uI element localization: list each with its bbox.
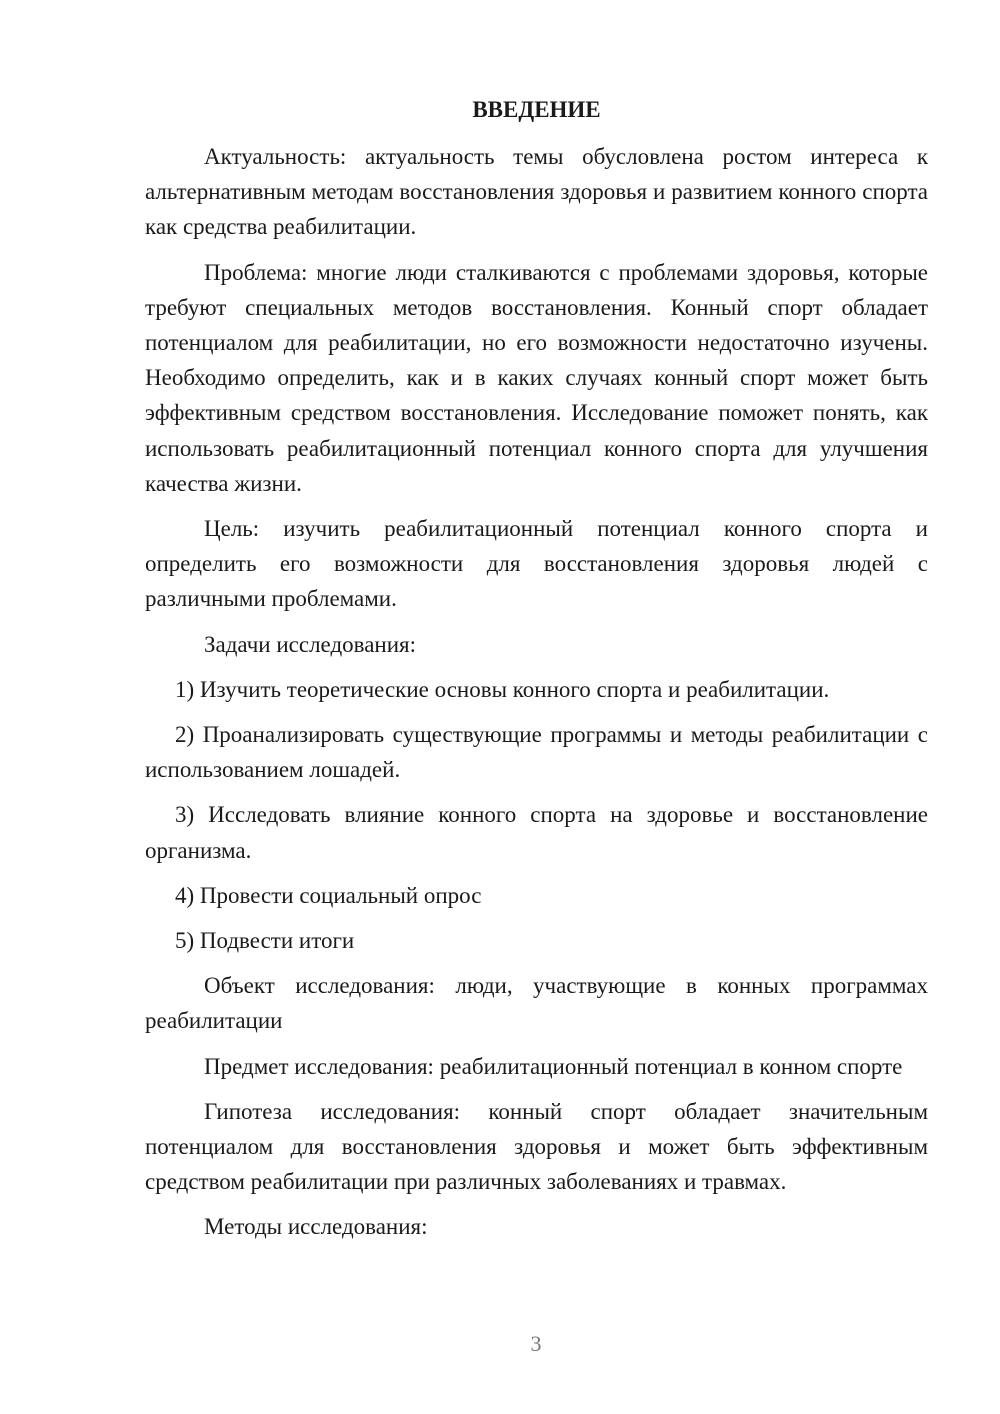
task-item-4: 4) Провести социальный опрос: [175, 882, 482, 908]
subject-paragraph: Предмет исследования: реабилитационный потенциал в конном спорте: [204, 1053, 903, 1079]
relevance-paragraph: Актуальность: актуальность темы обусловлена ростом интереса к альтернативным методам восстановления здоровья и развитием конного спорта как средства реабилитации.: [145, 144, 928, 240]
task-item-2: 2) Проанализировать существующие программы и методы реабилитации с использованием лошадей.: [145, 722, 928, 783]
tasks-heading: Задачи исследования:: [204, 631, 417, 657]
page-number: 3: [530, 1331, 542, 1356]
task-item-1: 1) Изучить теоретические основы конного спорта и реабилитации.: [175, 676, 830, 702]
task-item-5: 5) Подвести итоги: [175, 928, 355, 954]
page-title: ВВЕДЕНИЕ: [472, 97, 601, 122]
problem-paragraph: Проблема: многие люди сталкиваются с проблемами здоровья, которые требуют специальных методов восстановления. Конный спорт обладает потенциалом для реабилитации, но его возможности недостаточно изучены. Необходимо определить, как и в каких случаях конный спорт может быть эффективным средством восстановления. Исследование поможет понять, как использовать реабилитационный потенциал конного спорта для улучшения качества жизни.: [145, 259, 928, 496]
object-paragraph: Объект исследования: люди, участвующие в конных программах реабилитации: [145, 973, 928, 1034]
methods-heading: Методы исследования:: [204, 1214, 428, 1240]
hypothesis-paragraph: Гипотеза исследования: конный спорт обладает значительным потенциалом для восстановления здоровья и может быть эффективным средством реабилитации при различных заболеваниях и травмах.: [145, 1098, 928, 1195]
goal-paragraph: Цель: изучить реабилитационный потенциал конного спорта и определить его возможности для восстановления здоровья людей с различными проблемами.: [145, 516, 928, 612]
page-body: [145, 90, 928, 1245]
task-item-3: 3) Исследовать влияние конного спорта на здоровье и восстановление организма.: [145, 802, 928, 863]
